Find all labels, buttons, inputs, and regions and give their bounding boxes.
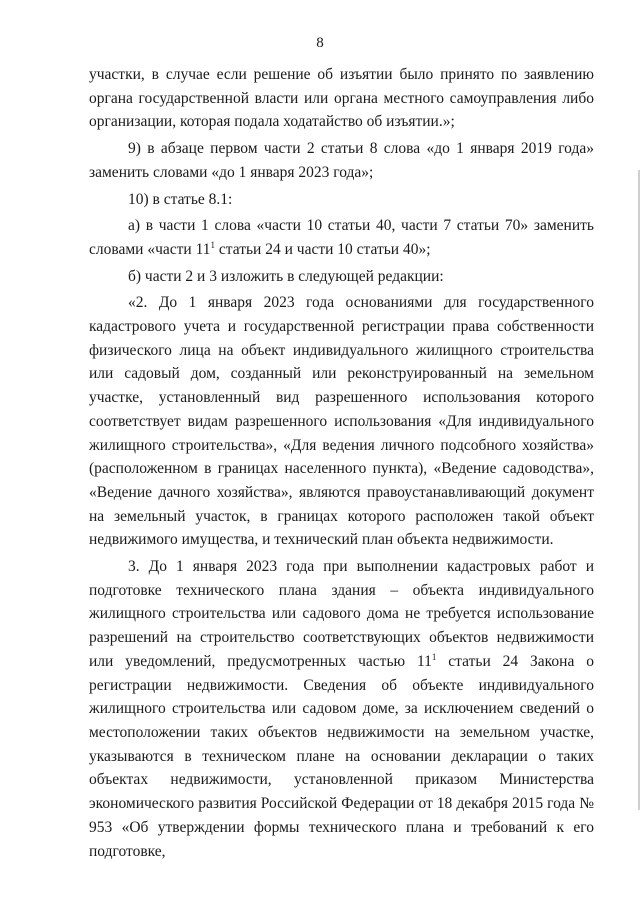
paragraph-item-9: 9) в абзаце первом части 2 статьи 8 слова «до 1 января 2019 года» заменить словами «до 1 января 2023 года»; bbox=[89, 140, 594, 181]
paragraph-item-a-text: а) в части 1 слова «части 10 статьи 40, части 7 статьи 70» заменить словами «части 11 bbox=[89, 217, 594, 258]
paragraph-part-3-text: 3. До 1 января 2023 года при выполнении кадастровых работ и подготовке технического плана здания – объекта индивидуального жилищного строительства или садового дома не требуется использование разрешений на строительство соответствующих объектов недвижимости или уведомлений, предусмотренных частью 11 bbox=[89, 558, 594, 670]
paragraph-part-3-text-end: статьи 24 Закона о регистрации недвижимости. Сведения об объекте индивидуального жилищного строительства или садовом доме, за исключением сведений о местоположении таких объектов недвижимости на земельном участке, указываются в техническом плане на основании декларации о таких объектах недвижимости, установленной приказом Министерства экономического развития Российской Федерации от 18 декабря 2015 года № 953 «Об утверждении формы технического плана и требований к его подготовке, bbox=[89, 652, 594, 860]
paragraph-item-b: б) части 2 и 3 изложить в следующей редакции: bbox=[128, 267, 444, 285]
paragraph-item-a bbox=[89, 214, 594, 261]
paragraph-item-10: 10) в статье 8.1: bbox=[128, 190, 233, 208]
paragraph-part-2: «2. До 1 января 2023 года основаниями для государственного кадастрового учета и государственной регистрации права собственности физического лица на объект индивидуального жилищного строительства или садовый дом, созданный или реконструированный на земельном участке, установленный вид разрешенного использования которого соответствует видам разрешенного использования «Для индивидуального жилищного строительства», «Для ведения личного подсобного хозяйства» (расположенном в границах населенного пункта), «Ведение садоводства», «Ведение дачного хозяйства», являются правоустанавливающий документ на земельный участок, в границах которого расположен такой объект недвижимого имущества, и технический план объекта недвижимости. bbox=[89, 294, 594, 549]
superscript-index: 1 bbox=[210, 239, 216, 250]
page-number: 8 bbox=[316, 35, 324, 51]
paragraph-continuation: участки, в случае если решение об изъятии было принято по заявлению органа государственной власти или органа местного самоуправления либо организации, которая подала ходатайство об изъятии.»; bbox=[89, 66, 594, 131]
paragraph-part-3 bbox=[89, 555, 594, 863]
superscript-index: 1 bbox=[431, 651, 437, 662]
paragraph-item-a-text-end: статьи 24 и части 10 статьи 40»; bbox=[215, 240, 431, 258]
document-body bbox=[89, 63, 594, 863]
